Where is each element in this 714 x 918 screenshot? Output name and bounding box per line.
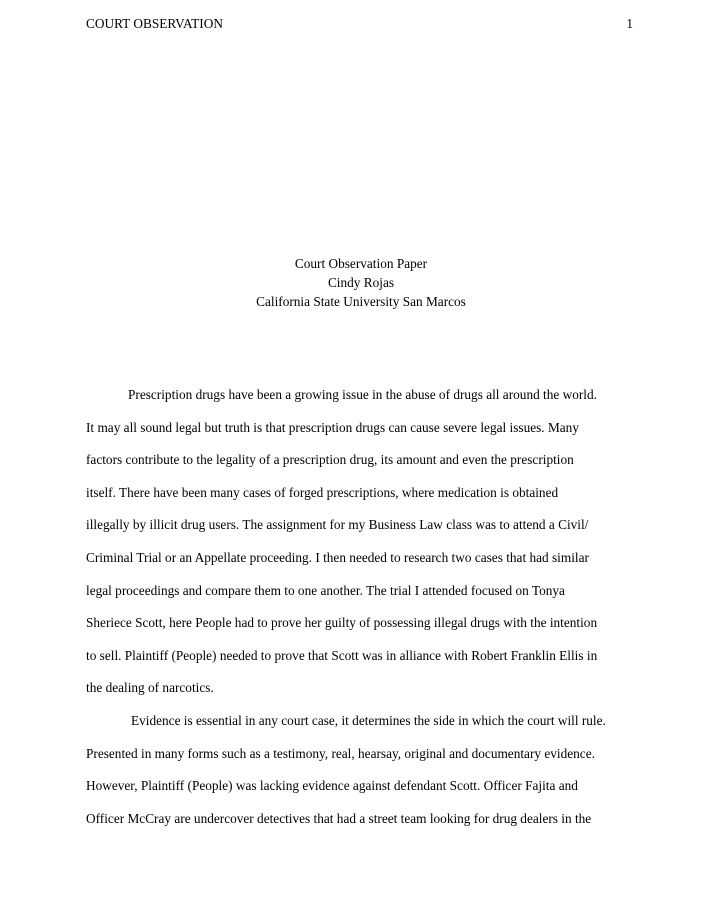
paragraph-line: Presented in many forms such as a testimony, real, hearsay, original and documentary evidence. bbox=[86, 745, 595, 761]
institution-name: California State University San Marcos bbox=[256, 294, 466, 309]
paragraph-line: Officer McCray are undercover detectives that had a street team looking for drug dealers in the bbox=[86, 810, 592, 826]
paragraph-line: the dealing of narcotics. bbox=[86, 680, 214, 696]
paragraph-line: factors contribute to the legality of a prescription drug, its amount and even the prescription bbox=[86, 452, 574, 468]
author-name: Cindy Rojas bbox=[327, 275, 395, 290]
paragraph-line: illegally by illicit drug users. The assignment for my Business Law class was to attend a Civil/ bbox=[86, 517, 589, 533]
paragraph-line: to sell. Plaintiff (People) needed to prove that Scott was in alliance with Robert Franklin Ellis in bbox=[86, 647, 598, 663]
running-head: COURT OBSERVATION bbox=[86, 16, 223, 31]
paragraph-line: Evidence is essential in any court case, it determines the side in which the court will rule. bbox=[131, 712, 606, 728]
paragraph-line: itself. There have been many cases of forged prescriptions, where medication is obtained bbox=[86, 484, 559, 500]
paragraph-line: Prescription drugs have been a growing issue in the abuse of drugs all around the world. bbox=[128, 387, 597, 402]
paper-title: Court Observation Paper bbox=[294, 256, 428, 271]
paragraph-line: However, Plaintiff (People) was lacking evidence against defendant Scott. Officer Fajita and bbox=[86, 778, 578, 794]
paragraph-line: legal proceedings and compare them to one another. The trial I attended focused on Tonya bbox=[86, 582, 565, 598]
paragraph-line: It may all sound legal but truth is that prescription drugs can cause severe legal issues. Many bbox=[86, 419, 579, 435]
paragraph-line: Criminal Trial or an Appellate proceeding. I then needed to research two cases that had similar bbox=[86, 549, 589, 565]
title-block bbox=[86, 254, 636, 311]
body-text bbox=[86, 387, 646, 843]
page-number: 1 bbox=[626, 16, 633, 31]
paragraph-line: Sheriece Scott, here People had to prove her guilty of possessing illegal drugs with the intention bbox=[86, 615, 598, 631]
